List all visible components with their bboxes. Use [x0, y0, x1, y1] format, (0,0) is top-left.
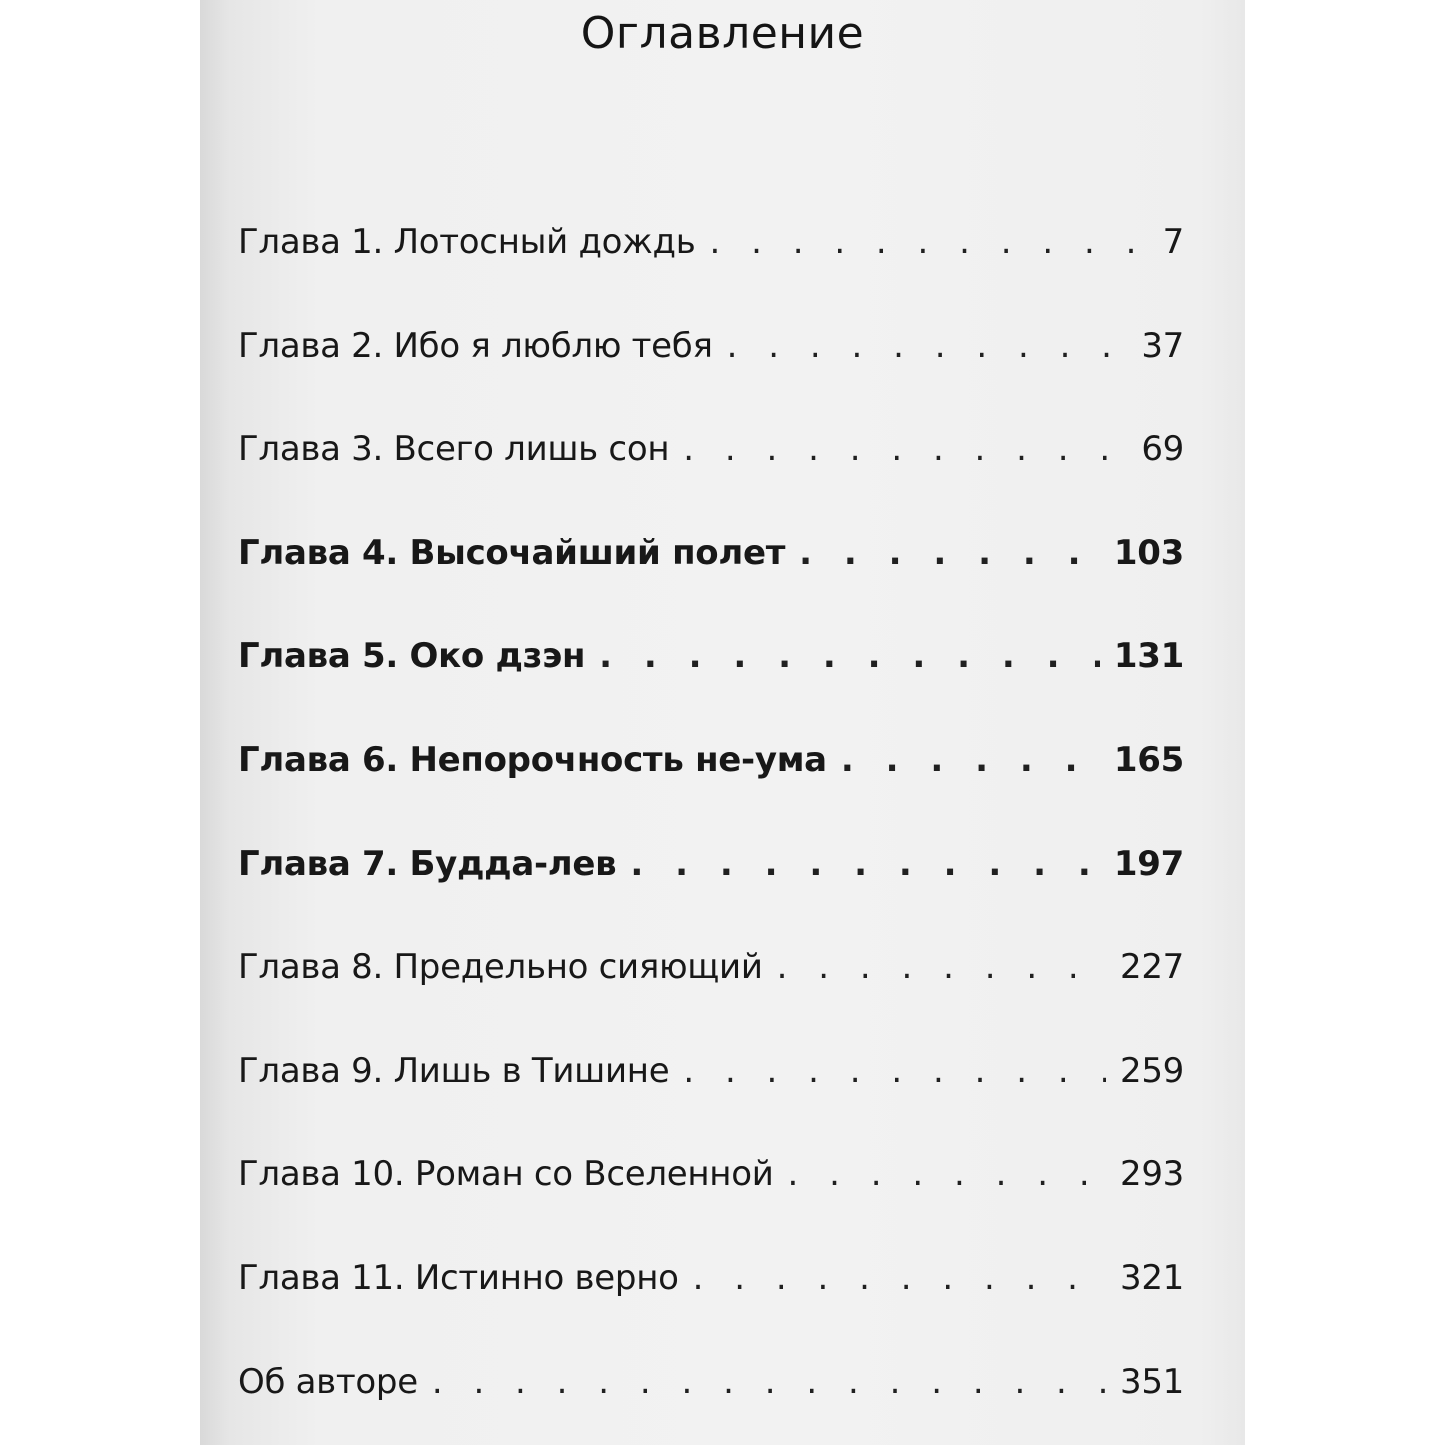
toc-entry-chapter-10 [238, 1154, 1184, 1258]
toc-entry-page-number: 197 [1113, 843, 1184, 884]
toc-entry-chapter-2 [238, 326, 1184, 430]
dot-leader [709, 222, 1148, 262]
toc-entry-chapter-6 [238, 740, 1184, 844]
dot-leader [683, 429, 1127, 469]
toc-entry-page-number: 351 [1120, 1361, 1184, 1402]
book-page [200, 0, 1245, 1445]
toc-entry-page-number: 37 [1141, 325, 1184, 366]
toc-entry-page-number: 165 [1113, 739, 1184, 780]
toc-entry-page-number: 69 [1141, 429, 1184, 470]
toc-entry-chapter-1 [238, 222, 1184, 326]
dot-leader [599, 636, 1100, 676]
toc-entry-chapter-11 [238, 1258, 1184, 1362]
toc-entry-title: Глава 10. Роман со Вселенной [238, 1154, 774, 1195]
toc-entry-title: Глава 2. Ибо я люблю тебя [238, 325, 713, 366]
toc-entry-chapter-5 [238, 636, 1184, 740]
toc-entry-chapter-7 [238, 844, 1184, 948]
toc-entry-page-number: 293 [1120, 1154, 1184, 1195]
toc-entry-chapter-9 [238, 1051, 1184, 1155]
toc-entry-page-number: 131 [1113, 636, 1184, 677]
toc-entry-page-number: 103 [1113, 532, 1184, 573]
dot-leader [693, 1258, 1106, 1298]
dot-leader [841, 740, 1100, 780]
toc-entry-chapter-8 [238, 947, 1184, 1051]
page-title: Оглавление [580, 8, 865, 59]
toc-entry-page-number: 227 [1120, 947, 1184, 988]
toc-entry-page-number: 259 [1120, 1050, 1184, 1091]
dot-leader [777, 947, 1106, 987]
dot-leader [727, 326, 1128, 366]
dot-leader [432, 1362, 1106, 1402]
table-of-contents [238, 222, 1184, 1445]
toc-entry-title: Глава 6. Непорочность не-ума [238, 739, 827, 780]
toc-entry-title: Глава 8. Предельно сияющий [238, 947, 763, 988]
toc-entry-page-number: 321 [1120, 1257, 1184, 1298]
dot-leader [799, 533, 1100, 573]
toc-entry-chapter-3 [238, 429, 1184, 533]
toc-entry-title: Глава 1. Лотосный дождь [238, 222, 696, 262]
toc-entry-title: Глава 9. Лишь в Тишине [238, 1050, 670, 1091]
dot-leader [788, 1154, 1106, 1194]
toc-entry-title: Глава 3. Всего лишь сон [238, 429, 670, 470]
toc-entry-about-author [238, 1362, 1184, 1445]
toc-entry-title: Об авторе [238, 1361, 418, 1402]
dot-leader [630, 844, 1100, 884]
toc-entry-title: Глава 11. Истинно верно [238, 1257, 679, 1298]
toc-entry-title: Глава 7. Будда-лев [238, 843, 617, 884]
toc-entry-page-number: 7 [1162, 222, 1184, 262]
dot-leader [683, 1051, 1106, 1091]
toc-entry-chapter-4 [238, 533, 1184, 637]
toc-entry-title: Глава 4. Высочайший полет [238, 532, 786, 573]
toc-entry-title: Глава 5. Око дзэн [238, 636, 586, 677]
